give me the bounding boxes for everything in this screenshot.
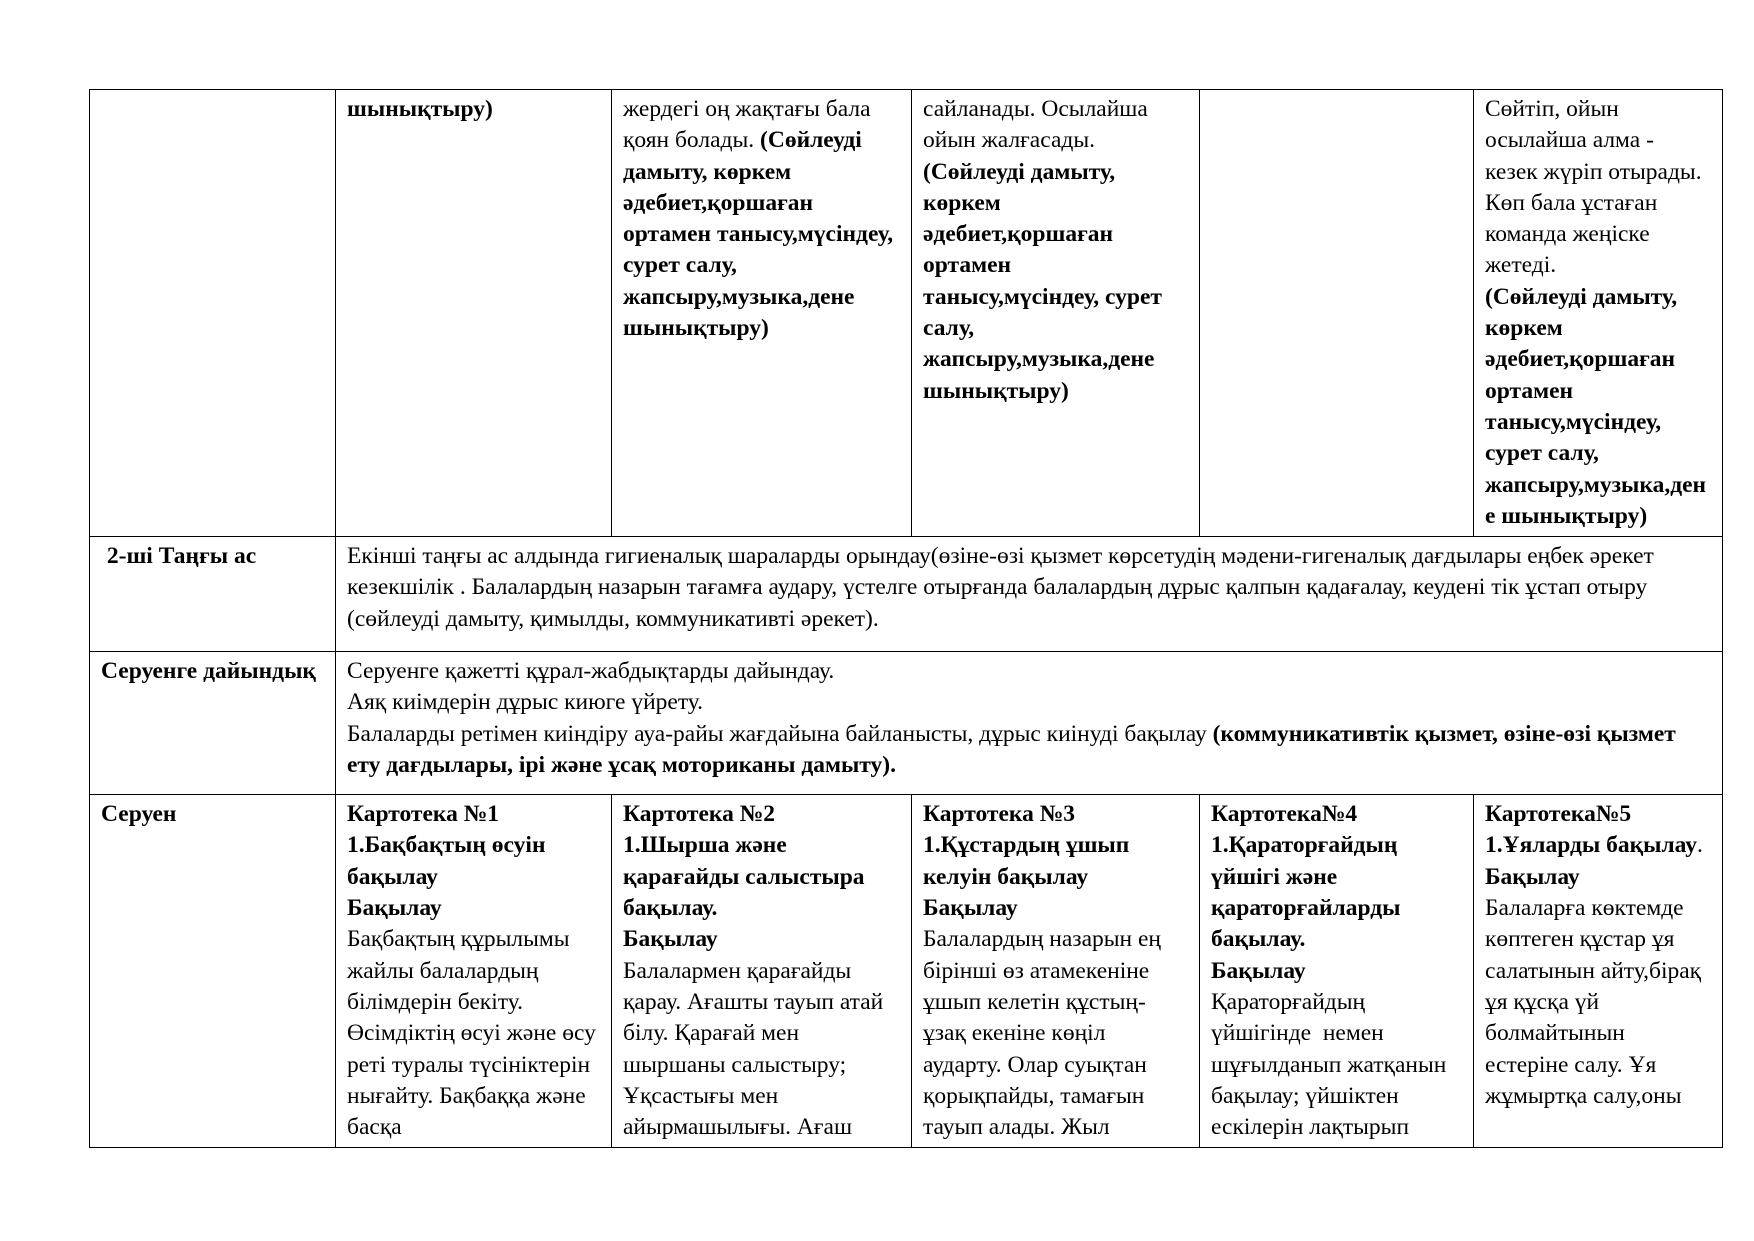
- walk-preparation-line-3-bold: (коммуникативтік қызмет, өзіне-өзі қызмет ету дағдылары, ірі және ұсақ моториканы дамыту).: [347, 720, 1676, 779]
- walk-preparation-line-2: Аяқ киімдерін дұрыс киюге үйрету.: [347, 689, 704, 716]
- card-cell-5: [1474, 795, 1723, 1148]
- walk-label: Серуен: [101, 801, 177, 828]
- card-subtitle: Бақылау: [1485, 863, 1580, 890]
- row1-cell-6-bold: (Сөйлеуді дамыту, көркем әдебиет,қоршаған ортамен танысу,мүсіндеу, сурет салу, жапсыру,музыка,дене шынықтыру): [1485, 283, 1707, 529]
- row1-cell-2-text: шынықтыру): [347, 96, 493, 122]
- walk-preparation-content: [336, 652, 1723, 795]
- row1-label-cell: [90, 90, 336, 537]
- card-cell-4: [1200, 795, 1474, 1148]
- card-cell-3: [912, 795, 1200, 1148]
- second-breakfast-row: [90, 537, 1723, 652]
- walk-preparation-label: Серуенге дайындық: [101, 658, 316, 685]
- card-heading: Картотека №2: [623, 801, 776, 828]
- card-heading: Картотека №1: [347, 801, 500, 828]
- card-body: Балаларға көктемде көптеген құстар ұя салатынын айту,бірақ ұя құсқа үй болмайтынын естеріне салу. Ұя жұмыртқа салу,оны: [1485, 895, 1707, 1109]
- card-body: Балалармен қарағайды қарау. Ағашты тауып атай білу. Қарағай мен шыршаны салыстыру; Ұқсастығы мен айырмашылығы. Ағаш: [623, 957, 890, 1141]
- continuation-row: [90, 90, 1723, 537]
- walk-preparation-row: [90, 652, 1723, 795]
- walk-label-cell: [90, 795, 336, 1148]
- walk-preparation-line-3: Балаларды ретімен киіндіру ауа-райы жағдайына байланысты, дұрыс киінуді бақылау: [347, 720, 1213, 747]
- card-heading: Картотека№5: [1485, 801, 1632, 828]
- walk-preparation-line-1: Серуенге қажетті құрал-жабдықтарды дайындау.: [347, 658, 835, 685]
- card-title: 1.Ұяларды бақылау: [1485, 832, 1697, 859]
- second-breakfast-label-cell: [90, 537, 336, 652]
- walk-preparation-label-cell: [90, 652, 336, 795]
- row1-cell-6: [1474, 90, 1723, 537]
- card-subtitle: Бақылау: [923, 895, 1018, 922]
- row1-cell-4: [912, 90, 1200, 537]
- card-body: Қараторғайдың үйшігінде немен шұғылданып жатқанын бақылау; үйшіктен ескілерін лақтырып: [1211, 988, 1453, 1141]
- second-breakfast-label: 2-ші Таңғы ас: [101, 543, 257, 570]
- row1-cell-3: [612, 90, 912, 537]
- card-cell-1: [336, 795, 612, 1148]
- row1-cell-5: [1200, 90, 1474, 537]
- schedule-table: [89, 89, 1723, 1148]
- card-title-suffix: .: [1697, 832, 1703, 859]
- card-title: 1.Шырша және қарағайды салыстыра бақылау.: [623, 832, 871, 922]
- card-heading: Картотека №3: [923, 801, 1076, 828]
- card-title: 1.Құстардың ұшып келуін бақылау: [923, 832, 1136, 890]
- card-subtitle: Бақылау: [347, 895, 442, 922]
- row1-cell-2: [336, 90, 612, 537]
- walk-row: [90, 795, 1723, 1148]
- second-breakfast-text: Екінші таңғы ас алдында гигиеналық шараларды орындау(өзіне-өзі қызмет көрсетудің мәдени-гигеналық дағдылары еңбек әрекет кезекшілік . Балалардың назарын тағамға аудару, үстелге отырғанда балалардың дұрыс қалпын қадағалау, кеудені тік ұстап отыру (сөйлеуді дамыту, қимылды, коммуникативті әрекет).: [347, 543, 1654, 632]
- card-subtitle: Бақылау: [623, 926, 718, 953]
- card-body: Бақбақтың құрылымы жайлы балалардың білімдерін бекіту. Өсімдіктің өсуі және өсу реті туралы түсініктерін нығайту. Бақбаққа және басқа: [347, 926, 602, 1141]
- row1-cell-4-bold: (Сөйлеуді дамыту, көркем әдебиет,қоршаған ортамен танысу,мүсіндеу, сурет салу, жапсыру,музыка,дене шынықтыру): [923, 158, 1162, 404]
- card-cell-2: [612, 795, 912, 1148]
- card-body: Балалардың назарын ең бірінші өз атамекеніне ұшып келетін құстың-ұзақ екеніне көңіл аударту. Олар суықтан қорықпайды, тамағын тауып алады. Жыл: [923, 926, 1167, 1141]
- card-title: 1.Қараторғайдың үйшігі және қараторғайларды бақылау.: [1211, 832, 1407, 953]
- card-heading: Картотека№4: [1211, 801, 1358, 828]
- row1-cell-6-text: Сөйтіп, ойын осылайша алма - кезек жүріп отырады. Көп бала ұстаған команда жеңіске жетеді.: [1485, 96, 1708, 279]
- card-title: 1.Бақбақтың өсуін бақылау: [347, 832, 552, 890]
- second-breakfast-content: [336, 537, 1723, 652]
- row1-cell-3-text: жердегі оң жақтағы бала қоян болады.: [623, 96, 871, 154]
- card-subtitle: Бақылау: [1211, 957, 1306, 984]
- row1-cell-4-text: сайланады. Осылайша ойын жалғасады.: [923, 96, 1154, 154]
- row1-cell-3-bold: (Сөйлеуді дамыту, көркем әдебиет,қоршаған ортамен танысу,мүсіндеу, сурет салу, жапсыру,музыка,дене шынықтыру): [623, 127, 894, 342]
